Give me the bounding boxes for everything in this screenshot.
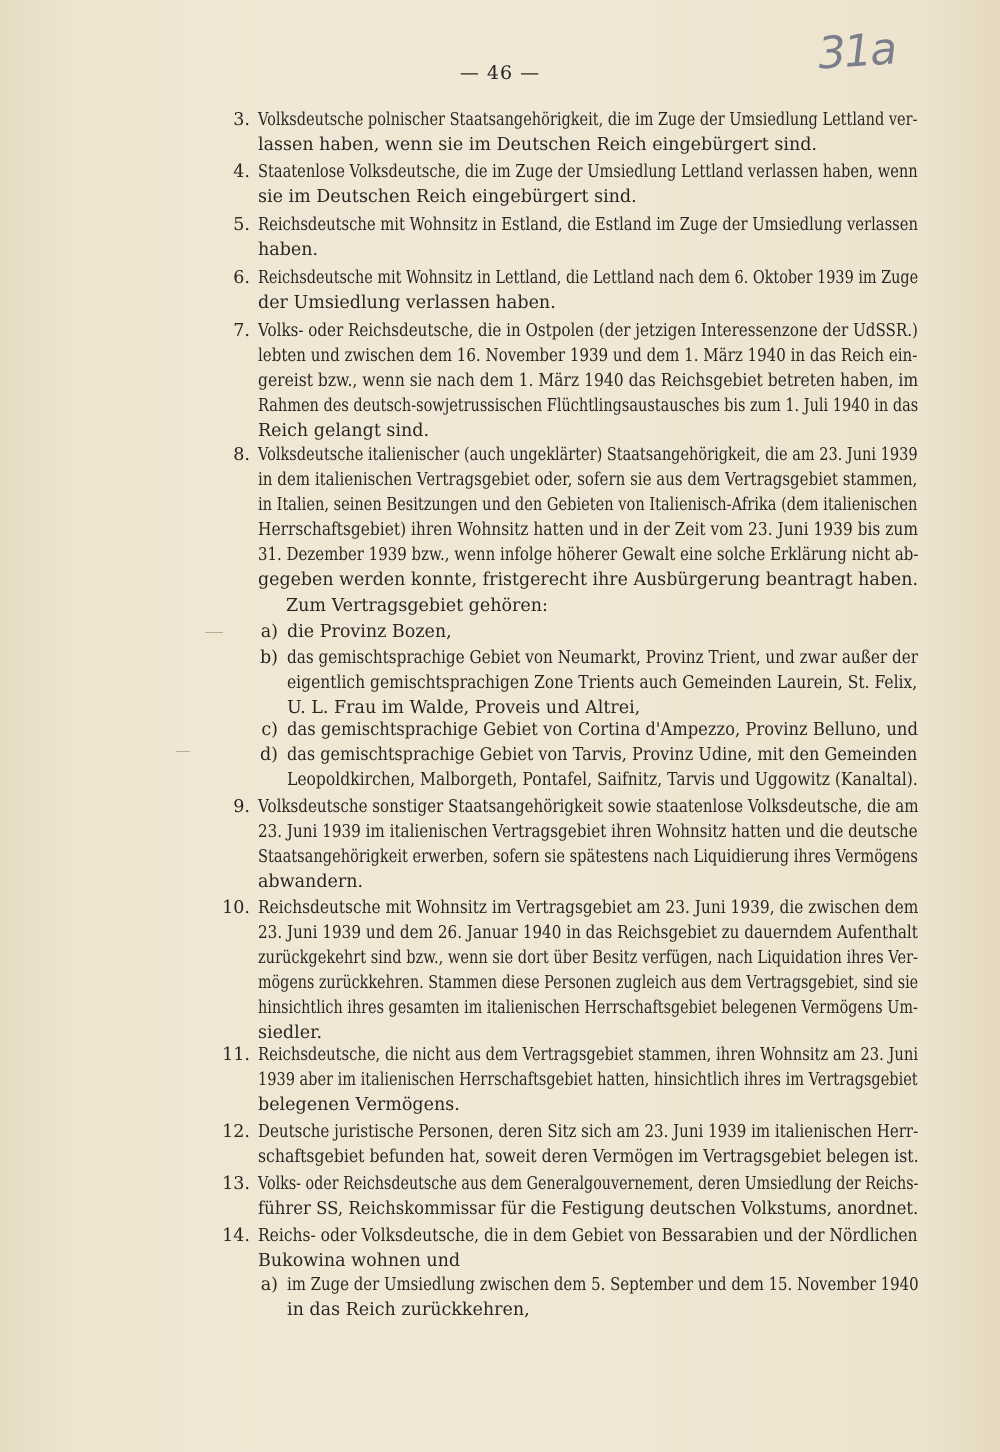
text-line: Volks- oder Reichsdeutsche, die in Ostpolen (der jetzigen Interessenzone der UdSSR.): [258, 321, 918, 341]
item-text: [258, 1043, 918, 1118]
item-number: 12.: [222, 1122, 250, 1142]
section-heading: Zum Vertragsgebiet gehören:: [286, 596, 548, 616]
item-text: [258, 1120, 918, 1170]
text-line: Reichsdeutsche mit Wohnsitz im Vertragsgebiet am 23. Juni 1939, die zwischen dem: [258, 898, 919, 918]
sub-item-text: [287, 1273, 918, 1323]
text-line: Reichsdeutsche mit Wohnsitz in Estland, die Estland im Zuge der Umsiedlung verlassen: [258, 215, 918, 235]
margin-mark: [176, 751, 190, 752]
text-line: Volksdeutsche italienischer (auch ungeklärter) Staatsangehörigkeit, die am 23. Juni 1939: [258, 445, 918, 465]
sub-item-label: b): [259, 648, 278, 668]
text-line: 1939 aber im italienischen Herrschaftsgebiet hatten, hinsichtlich ihres im Vertragsgebiet: [258, 1070, 918, 1090]
text-line: 23. Juni 1939 im italienischen Vertragsgebiet ihren Wohnsitz hatten und die deutsche: [258, 822, 918, 842]
text-line: Volksdeutsche polnischer Staatsangehörigkeit, die im Zuge der Umsiedlung Lettland ver-: [258, 110, 918, 130]
text-line: Rahmen des deutsch-sowjetrussischen Flüchtlingsaustausches bis zum 1. Juli 1940 in das: [258, 396, 919, 416]
text-line: das gemischtsprachige Gebiet von Cortina d'Ampezzo, Provinz Belluno, und: [287, 720, 918, 740]
text-line: gereist bzw., wenn sie nach dem 1. März 1940 das Reichsgebiet betreten haben, im: [258, 371, 919, 391]
item-number: 5.: [233, 215, 250, 235]
text-line: Volksdeutsche sonstiger Staatsangehörigkeit sowie staatenlose Volksdeutsche, die am: [258, 797, 919, 817]
text-line: mögens zurückkehren. Stammen diese Personen zugleich aus dem Vertragsgebiet, sind sie: [258, 973, 919, 993]
item-number: 4.: [233, 162, 250, 182]
sub-item-text: [287, 620, 918, 645]
text-line: Leopoldkirchen, Malborgeth, Pontafel, Saifnitz, Tarvis und Uggowitz (Kanaltal).: [287, 770, 918, 790]
text-line: sie im Deutschen Reich eingebürgert sind.: [258, 187, 637, 207]
text-line: 31. Dezember 1939 bzw., wenn infolge höherer Gewalt eine solche Erklärung nicht ab-: [258, 545, 919, 565]
item-text: [258, 160, 918, 210]
text-line: gegeben werden konnte, fristgerecht ihre Ausbürgerung beantragt haben.: [258, 570, 918, 590]
text-line: das gemischtsprachige Gebiet von Tarvis, Provinz Udine, mit den Gemeinden: [287, 745, 918, 765]
sub-item-text: [287, 743, 918, 793]
item-text: [258, 1224, 918, 1274]
sub-item-label: a): [260, 622, 278, 642]
text-line: Staatsangehörigkeit erwerben, sofern sie spätestens nach Liquidierung ihres Vermögens: [258, 847, 918, 867]
text-line: Reichsdeutsche mit Wohnsitz in Lettland, die Lettland nach dem 6. Oktober 1939 im Zuge: [258, 268, 919, 288]
item-text: [258, 213, 918, 263]
text-line: zurückgekehrt sind bzw., wenn sie dort über Besitz verfügen, nach Liquidation ihres Ver-: [258, 948, 918, 968]
text-line: Volks- oder Reichsdeutsche aus dem Generalgouvernement, deren Umsiedlung der Reichs-: [258, 1174, 919, 1194]
text-line: eigentlich gemischtsprachigen Zone Trients auch Gemeinden Laurein, St. Felix,: [287, 673, 918, 693]
item-text: [258, 266, 918, 316]
item-text: [258, 896, 918, 1046]
item-number: 9.: [233, 797, 250, 817]
item-number: 14.: [222, 1226, 250, 1246]
text-line: 23. Juni 1939 und dem 26. Januar 1940 in das Reichsgebiet zu dauerndem Aufenthalt: [258, 923, 918, 943]
text-line: im Zuge der Umsiedlung zwischen dem 5. September und dem 15. November 1940: [287, 1275, 919, 1295]
text-line: in dem italienischen Vertragsgebiet oder, sofern sie aus dem Vertragsgebiet stammen,: [258, 470, 918, 490]
item-text: [258, 443, 918, 593]
item-number: 3.: [233, 110, 250, 130]
text-line: abwandern.: [258, 872, 364, 892]
sub-item-label: d): [259, 745, 278, 765]
text-line: die Provinz Bozen,: [287, 622, 452, 642]
text-line: siedler.: [258, 1023, 323, 1043]
item-text: [258, 108, 918, 158]
text-line: in Italien, seinen Besitzungen und den Gebieten von Italienisch-Afrika (dem italienischen: [258, 495, 918, 515]
item-text: [258, 1172, 918, 1222]
item-text: [258, 795, 918, 895]
sub-item-label: a): [260, 1275, 278, 1295]
text-line: Bukowina wohnen und: [258, 1251, 461, 1271]
sub-item-text: [287, 718, 918, 743]
handwritten-annotation: 31a: [816, 23, 897, 80]
text-line: lebten und zwischen dem 16. November 1939 und dem 1. März 1940 in das Reich ein-: [258, 346, 918, 366]
text-line: hinsichtlich ihres gesamten im italienischen Herrschaftsgebiet belegenen Vermögens Um-: [258, 998, 918, 1018]
text-line: schaftsgebiet befunden hat, soweit deren Vermögen im Vertragsgebiet belegen ist.: [258, 1147, 919, 1167]
item-number: 8.: [233, 445, 250, 465]
margin-mark: [205, 632, 223, 633]
text-line: belegenen Vermögens.: [258, 1095, 460, 1115]
text-line: Staatenlose Volksdeutsche, die im Zuge der Umsiedlung Lettland verlassen haben, wenn: [258, 162, 918, 182]
page-number: — 46 —: [459, 62, 541, 84]
text-line: Reich gelangt sind.: [258, 421, 430, 441]
item-text: [258, 319, 918, 444]
text-line: führer SS, Reichskommissar für die Festigung deutschen Volkstums, anordnet.: [258, 1199, 919, 1219]
item-number: 10.: [222, 898, 250, 918]
text-line: Reichs- oder Volksdeutsche, die in dem Gebiet von Bessarabien und der Nördlichen: [258, 1226, 918, 1246]
text-line: U. L. Frau im Walde, Proveis und Altrei,: [287, 698, 641, 718]
item-number: 7.: [233, 321, 250, 341]
text-line: lassen haben, wenn sie im Deutschen Reich eingebürgert sind.: [258, 135, 817, 155]
sub-item-label: c): [261, 720, 278, 740]
text-line: in das Reich zurückkehren,: [287, 1300, 530, 1320]
text-line: der Umsiedlung verlassen haben.: [258, 293, 556, 313]
sub-item-text: [287, 646, 918, 721]
item-number: 11.: [222, 1045, 250, 1065]
text-line: Reichsdeutsche, die nicht aus dem Vertragsgebiet stammen, ihren Wohnsitz am 23. Juni: [258, 1045, 919, 1065]
text-line: haben.: [258, 240, 319, 260]
text-line: das gemischtsprachige Gebiet von Neumarkt, Provinz Trient, und zwar außer der: [287, 648, 919, 668]
item-number: 6.: [233, 268, 250, 288]
text-line: Deutsche juristische Personen, deren Sitz sich am 23. Juni 1939 im italienischen Herr-: [258, 1122, 919, 1142]
text-line: Herrschaftsgebiet) ihren Wohnsitz hatten und in der Zeit vom 23. Juni 1939 bis zum: [258, 520, 918, 540]
item-number: 13.: [222, 1174, 250, 1194]
